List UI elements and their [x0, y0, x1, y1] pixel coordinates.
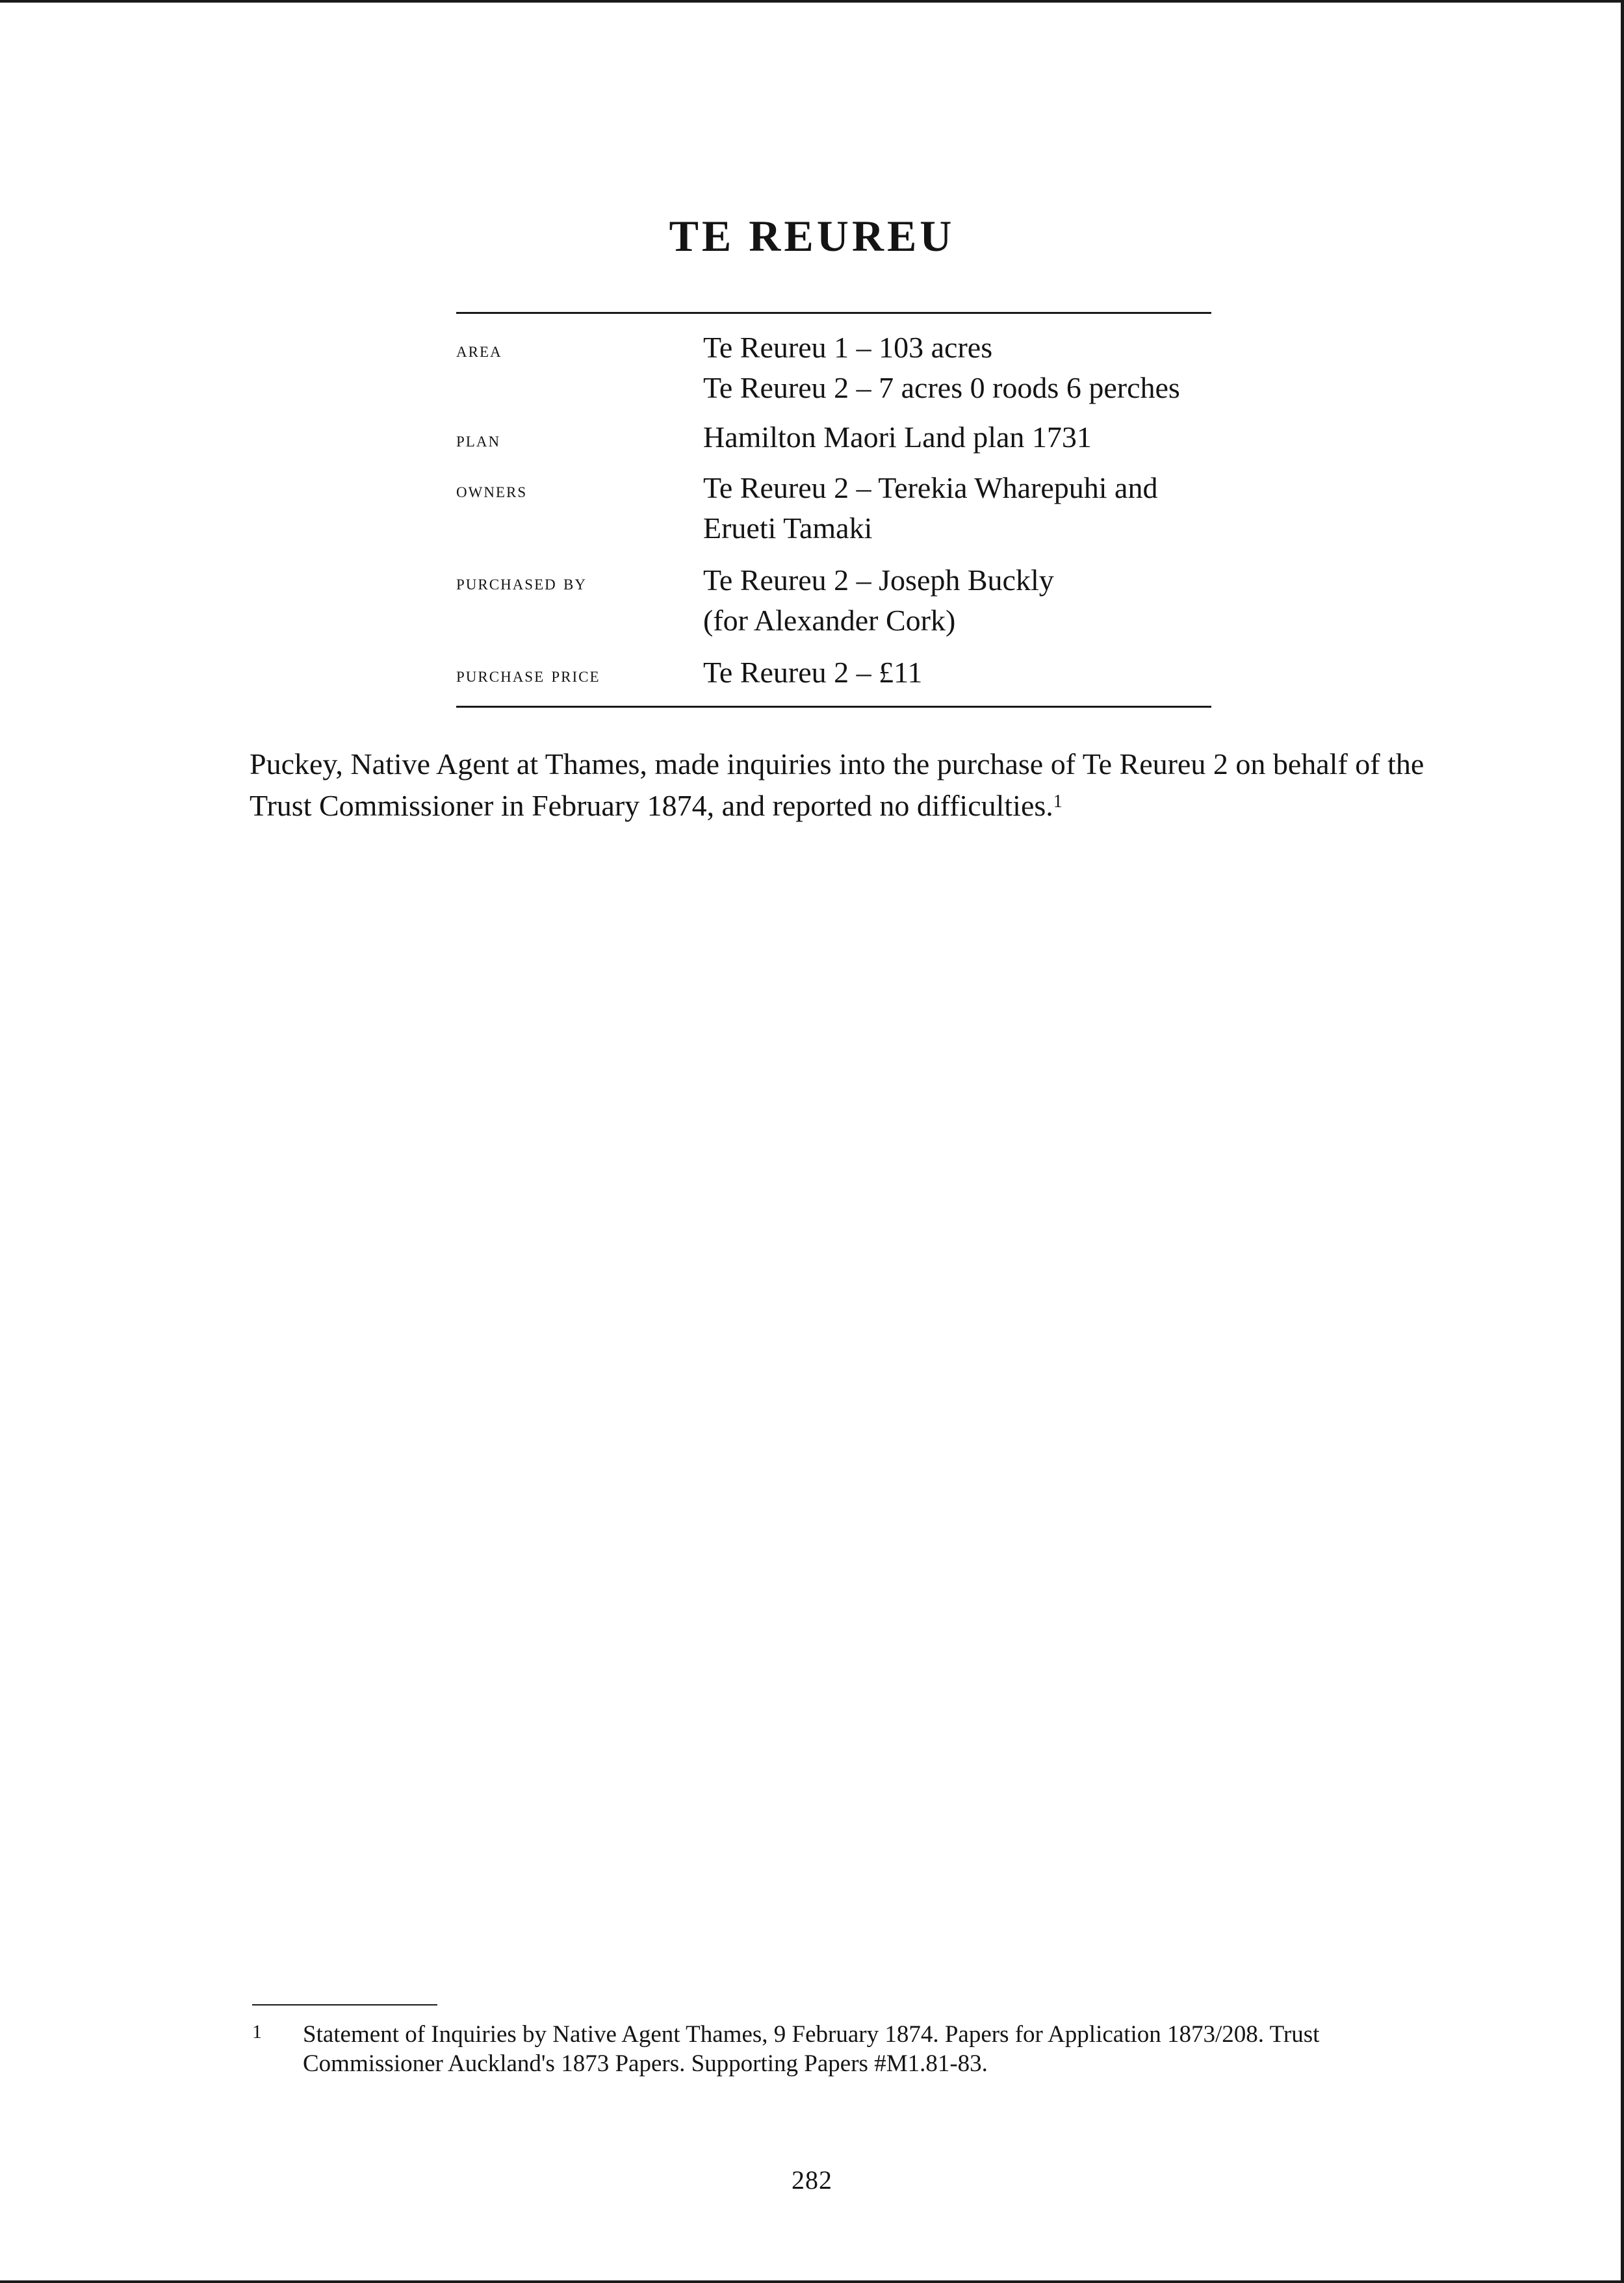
table-top-rule	[456, 312, 1211, 314]
field-label-area: area	[456, 339, 502, 362]
field-value-line: Te Reureu 2 – Joseph Buckly	[703, 563, 1054, 597]
footnote-rule	[252, 2004, 437, 2006]
field-value-line: Te Reureu 2 – 7 acres 0 roods 6 perches	[703, 371, 1180, 404]
field-label-purchase-price: purchase price	[456, 664, 600, 687]
field-value-owners	[703, 468, 1217, 548]
field-value-line: Te Reureu 2 – Terekia Wharepuhi and	[703, 471, 1158, 504]
body-paragraph-text: Puckey, Native Agent at Thames, made inquiries into the purchase of Te Reureu 2 on behalf of the Trust Commissioner in February 1874, and reported no difficulties.	[250, 747, 1424, 822]
field-value-line: Hamilton Maori Land plan 1731	[703, 420, 1092, 454]
footnote-number: 1	[252, 2021, 262, 2043]
field-value-purchase-price	[703, 652, 1217, 693]
body-paragraph	[250, 743, 1432, 827]
field-label-plan: plan	[456, 428, 501, 452]
field-value-line: Te Reureu 1 – 103 acres	[703, 331, 993, 364]
footnote-reference: 1	[1053, 792, 1063, 812]
page-border-right	[1621, 0, 1624, 2283]
footnote-text: Statement of Inquiries by Native Agent Thames, 9 February 1874. Papers for Application 1873/208. Trust Commissioner Auckland's 1873 Papers. Supporting Papers #M1.81-83.	[303, 2021, 1320, 2077]
table-bottom-rule	[456, 706, 1211, 708]
page-border-bottom	[0, 2280, 1624, 2283]
field-label-owners: owners	[456, 479, 528, 502]
field-value-line: Erueti Tamaki	[703, 511, 873, 545]
page-title: TE REUREU	[669, 211, 955, 261]
field-value-purchased-by	[703, 560, 1217, 641]
field-value-area	[703, 328, 1217, 408]
field-value-line: (for Alexander Cork)	[703, 604, 956, 637]
field-value-plan	[703, 417, 1217, 458]
page-border-top	[0, 0, 1624, 3]
field-value-line: Te Reureu 2 – £11	[703, 656, 923, 689]
page-number: 282	[792, 2165, 832, 2195]
field-label-purchased-by: purchased by	[456, 571, 587, 595]
